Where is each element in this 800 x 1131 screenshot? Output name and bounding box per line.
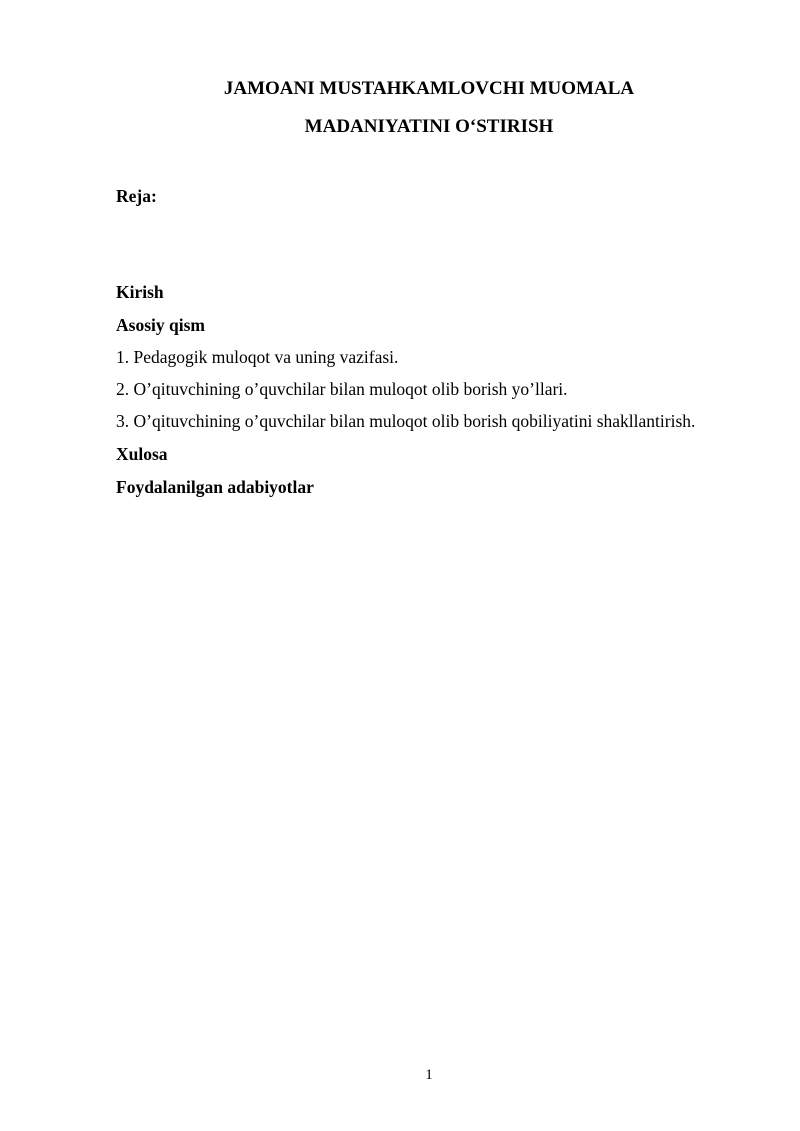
section-conclusion: Xulosa — [116, 444, 168, 464]
plan-item-1: 1. Pedagogik muloqot va uning vazifasi. — [116, 347, 399, 367]
plan-heading: Reja: — [116, 186, 157, 206]
plan-item-3: 3. O’qituvchining o’quvchilar bilan muloqot olib borish qobiliyatini shakllantirish. — [116, 411, 696, 431]
section-references: Foydalanilgan adabiyotlar — [116, 477, 314, 497]
title-line-1: JAMOANI MUSTAHKAMLOVCHI MUOMALA — [223, 78, 635, 99]
title-line-2: MADANIYATINI O‘STIRISH — [304, 116, 554, 137]
page-number: 1 — [425, 1067, 433, 1083]
section-main: Asosiy qism — [116, 315, 205, 335]
plan-item-2: 2. O’qituvchining o’quvchilar bilan muloqot olib borish yo’llari. — [116, 379, 568, 399]
section-intro: Kirish — [116, 282, 164, 302]
